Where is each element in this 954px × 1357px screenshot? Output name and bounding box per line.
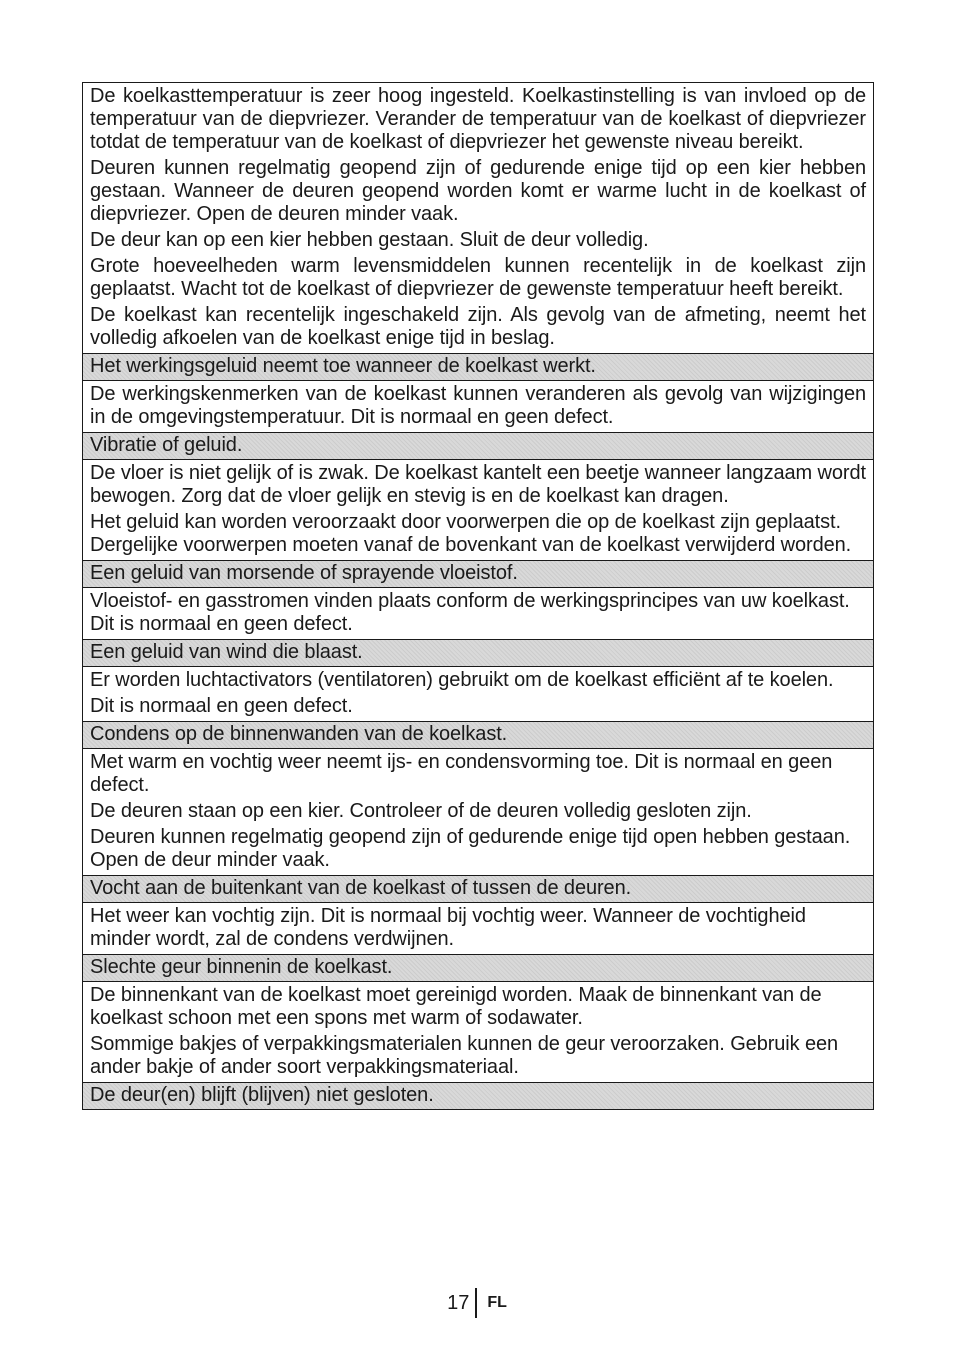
problem-heading: Slechte geur binnenin de koelkast.: [90, 956, 393, 978]
body-paragraph: De binnenkant van de koelkast moet gereinigd worden. Maak de binnenkant van de koelkast schoon met een spons met warm of sodawater.: [90, 984, 822, 1029]
body-paragraph: Vloeistof- en gasstromen vinden plaats conform de werkingsprincipes van uw koelkast. Dit is normaal en geen defect.: [90, 590, 850, 635]
problem-heading: Vocht aan de buitenkant van de koelkast of tussen de deuren.: [90, 877, 632, 899]
body-paragraph: Met warm en vochtig weer neemt ijs- en condensvorming toe. Dit is normaal en geen defect.: [90, 751, 833, 796]
body-paragraph: Deuren kunnen regelmatig geopend zijn of gedurende enige tijd open hebben gestaan. Open de deur minder vaak.: [90, 826, 851, 871]
table-row-heading: [83, 875, 873, 902]
table-row-body: [83, 459, 873, 560]
table-row-body: [83, 748, 873, 875]
table-row-heading: [83, 432, 873, 459]
body-paragraph: Het weer kan vochtig zijn. Dit is normaal bij vochtig weer. Wanneer de vochtigheid minder wordt, zal de condens verdwijnen.: [90, 905, 806, 950]
table-row-heading: [83, 560, 873, 587]
table-row-body: [83, 587, 873, 639]
table-row-body: [83, 981, 873, 1082]
body-paragraph: De deur kan op een kier hebben gestaan. Sluit de deur volledig.: [90, 229, 649, 251]
table-row-body: [83, 380, 873, 432]
body-paragraph: Er worden luchtactivators (ventilatoren) gebruikt om de koelkast efficiënt af te koelen.: [90, 669, 834, 691]
body-paragraph: De werkingskenmerken van de koelkast kunnen veranderen als gevolg van wijzigingen in de omgevingstemperatuur. Dit is normaal en geen defect.: [90, 383, 866, 428]
language-code: FL: [487, 1294, 507, 1311]
body-paragraph: Dit is normaal en geen defect.: [90, 695, 353, 717]
troubleshooting-table: [82, 82, 874, 1110]
table-row-heading: [83, 353, 873, 380]
body-paragraph: De koelkasttemperatuur is zeer hoog ingesteld. Koelkastinstelling is van invloed op de temperatuur van de diepvriezer. Verander de temperatuur van de koelkast of diepvriezer totdat de temperatuur van de koelkast of diepvriezer het gewenste niveau bereikt.: [90, 85, 866, 153]
table-row-body: [83, 902, 873, 954]
problem-heading: Het werkingsgeluid neemt toe wanneer de koelkast werkt.: [90, 355, 596, 377]
table-row-heading: [83, 721, 873, 748]
page-number: 17: [447, 1292, 470, 1314]
problem-heading: Een geluid van wind die blaast.: [90, 641, 363, 663]
body-paragraph: Deuren kunnen regelmatig geopend zijn of gedurende enige tijd op een kier hebben gestaan. Wanneer de deuren geopend worden komt er warme lucht in de koelkast of diepvriezer. Open de deuren minder vaak.: [90, 157, 866, 225]
problem-heading: Een geluid van morsende of sprayende vloeistof.: [90, 562, 518, 584]
body-paragraph: Grote hoeveelheden warm levensmiddelen kunnen recentelijk in de koelkast zijn geplaatst. Wacht tot de koelkast of diepvriezer de gewenste temperatuur heeft bereikt.: [90, 255, 866, 300]
footer-divider: [475, 1288, 477, 1318]
problem-heading: Condens op de binnenwanden van de koelkast.: [90, 723, 508, 745]
body-paragraph: De vloer is niet gelijk of is zwak. De koelkast kantelt een beetje wanneer langzaam wordt bewogen. Zorg dat de vloer gelijk en stevig is en de koelkast kan dragen.: [90, 462, 866, 507]
body-paragraph: De deuren staan op een kier. Controleer of de deuren volledig gesloten zijn.: [90, 800, 752, 822]
table-row-heading: [83, 639, 873, 666]
table-row-body: [83, 666, 873, 721]
table-row-heading: [83, 954, 873, 981]
problem-heading: De deur(en) blijft (blijven) niet gesloten.: [90, 1084, 434, 1106]
table-row-heading: [83, 1082, 873, 1109]
table-row-body: [83, 83, 873, 353]
page-footer: [0, 1288, 954, 1318]
body-paragraph: De koelkast kan recentelijk ingeschakeld zijn. Als gevolg van de afmeting, neemt het volledig afkoelen van de koelkast enige tijd in beslag.: [90, 304, 866, 349]
problem-heading: Vibratie of geluid.: [90, 434, 243, 456]
body-paragraph: Het geluid kan worden veroorzaakt door voorwerpen die op de koelkast zijn geplaatst. Dergelijke voorwerpen moeten vanaf de bovenkant van de koelkast verwijderd worden.: [90, 511, 852, 556]
body-paragraph: Sommige bakjes of verpakkingsmaterialen kunnen de geur veroorzaken. Gebruik een ander bakje of ander soort verpakkingsmateriaal.: [90, 1033, 839, 1078]
